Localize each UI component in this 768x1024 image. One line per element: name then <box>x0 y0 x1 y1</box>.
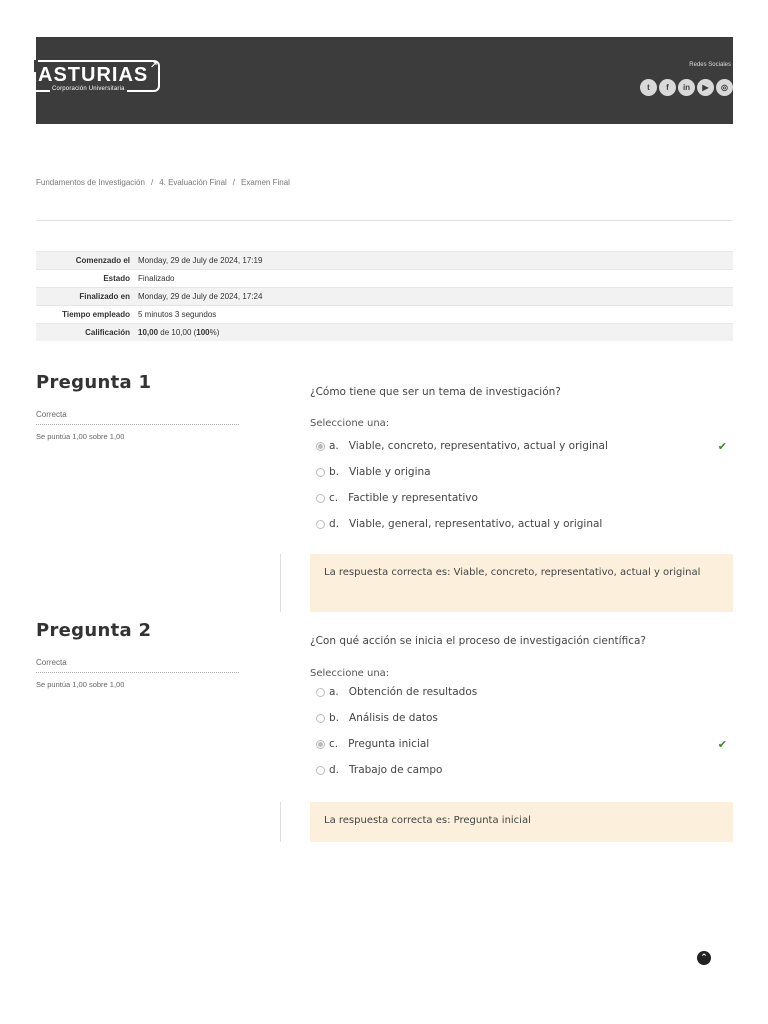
facebook-icon[interactable]: f <box>659 79 676 96</box>
radio-button-selected[interactable] <box>316 740 325 749</box>
answer-option[interactable] <box>310 433 733 459</box>
summary-value: Monday, 29 de July de 2024, 17:24 <box>138 292 263 301</box>
answer-option[interactable] <box>310 511 733 537</box>
summary-grade-value <box>134 324 733 342</box>
grade-tail: %) <box>209 328 220 337</box>
answer-option[interactable] <box>310 757 733 783</box>
summary-row <box>36 252 733 270</box>
feedback-divider <box>280 554 281 612</box>
question-state: Correcta <box>36 658 239 673</box>
check-icon: ✔ <box>717 439 727 453</box>
answer-list <box>310 433 733 537</box>
question-state: Correcta <box>36 410 239 425</box>
summary-label: Comenzado el <box>75 256 130 265</box>
question-grade: Se puntúa 1,00 sobre 1,00 <box>36 680 125 689</box>
question-2-content <box>310 635 733 783</box>
answer-text: Pregunta inicial <box>348 738 430 750</box>
answer-text: Análisis de datos <box>349 712 438 724</box>
answer-text: Obtención de resultados <box>348 686 478 698</box>
breadcrumb-item-course[interactable]: Fundamentos de Investigación <box>36 178 145 187</box>
youtube-icon[interactable]: ▶ <box>697 79 714 96</box>
answer-option[interactable] <box>310 459 733 485</box>
social-icons <box>640 79 733 96</box>
question-prompt: Seleccione una: <box>310 668 390 679</box>
answer-option[interactable] <box>310 705 733 731</box>
summary-label: Finalizado en <box>79 292 130 301</box>
answer-letter: c. <box>329 738 339 750</box>
answer-letter: a. <box>329 440 339 452</box>
social-label: Redes Sociales <box>689 62 731 68</box>
summary-value: Finalizado <box>138 274 175 283</box>
answer-option[interactable] <box>310 731 733 757</box>
question-prompt: Seleccione una: <box>310 418 390 429</box>
answer-letter: b. <box>329 466 340 478</box>
twitter-icon[interactable]: t <box>640 79 657 96</box>
question-1-content <box>310 386 733 537</box>
answer-letter: d. <box>329 764 340 776</box>
answer-text: Trabajo de campo <box>349 764 443 776</box>
logo-arrow-icon: ↗ <box>150 61 158 71</box>
attempt-summary-table <box>36 251 733 341</box>
grade-score: 10,00 <box>138 328 159 337</box>
feedback-divider <box>280 802 281 842</box>
answer-option[interactable] <box>310 679 733 705</box>
logo-text: ASTURIAS <box>38 64 149 86</box>
question-title: Pregunta 1 <box>36 372 152 393</box>
answer-text: Factible y representativo <box>348 492 478 504</box>
summary-row-grade <box>36 324 733 342</box>
answer-letter: d. <box>329 518 340 530</box>
radio-button[interactable] <box>316 468 325 477</box>
feedback-box: La respuesta correcta es: Viable, concreto, representativo, actual y original <box>310 554 733 612</box>
answer-text: Viable y origina <box>349 466 431 478</box>
chevron-up-icon[interactable]: ⌃ <box>697 951 711 965</box>
question-title: Pregunta 2 <box>36 620 152 641</box>
summary-label: Estado <box>103 274 130 283</box>
summary-value: Monday, 29 de July de 2024, 17:19 <box>138 256 263 265</box>
divider <box>36 220 733 221</box>
answer-list <box>310 679 733 783</box>
breadcrumb-separator: / <box>232 178 236 187</box>
grade-percent: 100 <box>196 328 210 337</box>
summary-value: 5 minutos 3 segundos <box>138 310 217 319</box>
check-icon: ✔ <box>717 737 727 751</box>
site-header <box>36 37 733 124</box>
question-text: ¿Con qué acción se inicia el proceso de investigación científica? <box>310 635 646 647</box>
radio-button[interactable] <box>316 520 325 529</box>
question-1-info <box>36 372 239 441</box>
question-2-info <box>36 620 239 689</box>
answer-option[interactable] <box>310 485 733 511</box>
breadcrumb-item-section[interactable]: 4. Evaluación Final <box>159 178 227 187</box>
asturias-logo[interactable] <box>36 57 166 101</box>
logo-subtext: Corporación Universitaria <box>52 86 125 92</box>
summary-row <box>36 270 733 288</box>
answer-letter: b. <box>329 712 340 724</box>
grade-of: de 10,00 ( <box>158 328 197 337</box>
summary-label: Calificación <box>85 328 130 337</box>
linkedin-icon[interactable]: in <box>678 79 695 96</box>
summary-row <box>36 306 733 324</box>
feedback-box: La respuesta correcta es: Pregunta inicial <box>310 802 733 842</box>
radio-button[interactable] <box>316 766 325 775</box>
answer-text: Viable, general, representativo, actual y original <box>349 518 603 530</box>
breadcrumb <box>36 178 290 187</box>
instagram-icon[interactable]: ◎ <box>716 79 733 96</box>
answer-letter: c. <box>329 492 339 504</box>
radio-button-selected[interactable] <box>316 442 325 451</box>
breadcrumb-item-quiz[interactable]: Examen Final <box>241 178 290 187</box>
answer-letter: a. <box>329 686 339 698</box>
answer-text: Viable, concreto, representativo, actual y original <box>348 440 608 452</box>
breadcrumb-separator: / <box>150 178 154 187</box>
question-text: ¿Cómo tiene que ser un tema de investigación? <box>310 386 561 398</box>
radio-button[interactable] <box>316 688 325 697</box>
summary-row <box>36 288 733 306</box>
radio-button[interactable] <box>316 714 325 723</box>
summary-label: Tiempo empleado <box>62 310 130 319</box>
radio-button[interactable] <box>316 494 325 503</box>
question-grade: Se puntúa 1,00 sobre 1,00 <box>36 432 125 441</box>
